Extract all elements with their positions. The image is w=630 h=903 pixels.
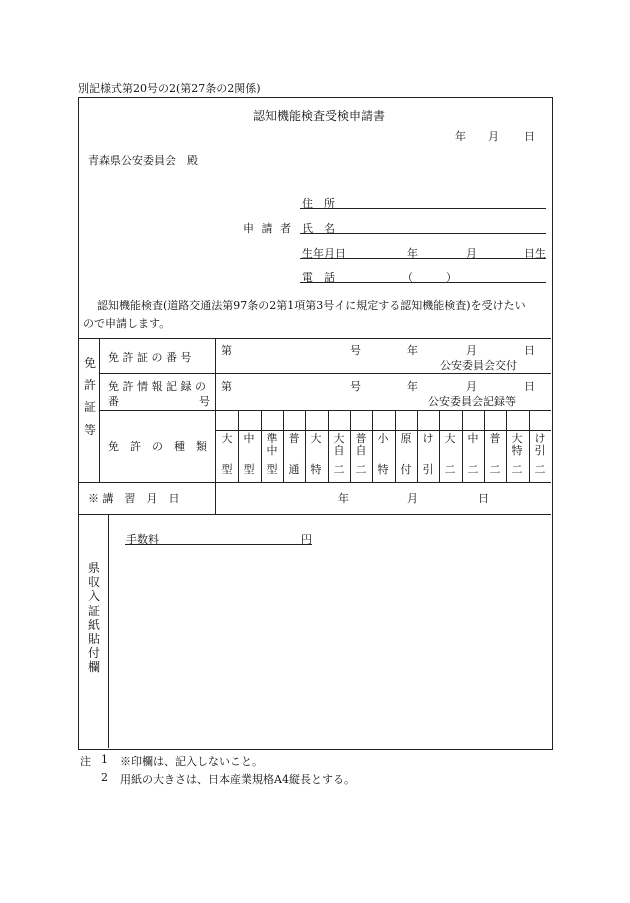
license-type-top: 大: [444, 432, 456, 445]
license-type-top: 普: [489, 432, 501, 445]
fee-label: 手数料: [126, 533, 159, 546]
license-type-cell[interactable]: [261, 433, 283, 476]
license-type-top: 大: [310, 432, 322, 445]
address-label: 住 所: [302, 197, 335, 210]
statement-line-2: ので申請します。: [83, 317, 171, 330]
license-type-cell[interactable]: [372, 433, 394, 476]
license-type-bottom: 二: [534, 463, 546, 477]
license-record-month: 月: [466, 380, 477, 393]
license-number-dai: 第: [221, 344, 232, 357]
license-type-cell[interactable]: [417, 433, 439, 476]
birth-year: 年: [407, 247, 418, 260]
license-type-top: 中: [243, 432, 255, 445]
license-type-top: 大: [221, 432, 233, 445]
license-type-top: 普 自: [355, 432, 367, 457]
license-type-bottom: 特: [310, 463, 322, 477]
license-type-top: け 引: [534, 432, 546, 457]
license-type-top: 中: [467, 432, 479, 445]
birth-day: 日生: [524, 247, 546, 260]
form-reference: 別記様式第20号の2(第27条の2関係): [78, 82, 261, 95]
name-label: 氏 名: [302, 222, 335, 235]
license-record-label-2b: 号: [199, 395, 210, 408]
birth-line[interactable]: [300, 258, 546, 259]
license-type-top: 大 特: [511, 432, 523, 457]
license-type-bottom: 二: [355, 463, 367, 477]
license-type-cell[interactable]: [238, 433, 260, 476]
license-type-cell[interactable]: [395, 433, 417, 476]
training-month: 月: [407, 492, 418, 505]
license-type-bottom: 通: [288, 463, 300, 477]
date-month: 月: [488, 130, 499, 143]
license-type-cell[interactable]: [328, 433, 350, 476]
license-type-cell[interactable]: [484, 433, 506, 476]
license-type-cell[interactable]: [462, 433, 484, 476]
license-type-bottom: 型: [221, 463, 233, 477]
license-record-go: 号: [350, 380, 361, 393]
license-type-bottom: 二: [467, 463, 479, 477]
training-day: 日: [478, 492, 489, 505]
license-type-top: 普: [288, 432, 300, 445]
date-year: 年: [455, 130, 466, 143]
license-type-bottom: 型: [266, 463, 278, 477]
license-type-top: 準 中: [266, 432, 278, 457]
training-year: 年: [338, 492, 349, 505]
license-type-top: け: [422, 432, 434, 445]
license-record-label-1: 免 許 情 報 記 録 の: [108, 380, 206, 393]
address-line[interactable]: [300, 208, 546, 209]
license-type-bottom: 特: [377, 463, 389, 477]
license-type-cell[interactable]: [439, 433, 461, 476]
birth-month: 月: [466, 247, 477, 260]
notes-prefix: 注: [80, 755, 91, 768]
name-line[interactable]: [300, 233, 546, 234]
license-section-label: 免 許 証 等: [83, 356, 96, 437]
license-type-top: 大 自: [333, 432, 345, 457]
license-type-bottom: 二: [511, 463, 523, 477]
fee-unit: 円: [301, 533, 312, 546]
license-type-bottom: 二: [489, 463, 501, 477]
license-record-issuer: 公安委員会記録等: [428, 395, 516, 408]
license-type-top: 小: [377, 432, 389, 445]
license-type-bottom: 二: [444, 463, 456, 477]
license-type-label: 免 許 の 種 類: [108, 440, 207, 453]
license-type-cell[interactable]: [216, 433, 238, 476]
license-type-cell[interactable]: [305, 433, 327, 476]
license-number-year: 年: [407, 344, 418, 357]
addressee: 青森県公安委員会 殿: [88, 154, 198, 167]
license-type-cell[interactable]: [350, 433, 372, 476]
license-number-issuer: 公安委員会交付: [440, 359, 517, 372]
license-number-month: 月: [466, 344, 477, 357]
license-type-bottom: 二: [333, 463, 345, 477]
license-type-cell[interactable]: [283, 433, 305, 476]
statement-line-1: 認知機能検査(道路交通法第97条の2第1項第3号イに規定する認知機能検査)を受けたい: [97, 299, 526, 312]
license-record-year: 年: [407, 380, 418, 393]
fee-line[interactable]: [125, 544, 312, 545]
license-record-label-2a: 番: [108, 395, 119, 408]
license-type-top: 原: [400, 432, 412, 445]
license-record-day: 日: [524, 380, 535, 393]
date-day: 日: [524, 130, 535, 143]
license-type-bottom: 付: [400, 463, 412, 477]
birth-label: 生年月日: [302, 247, 346, 260]
note-1-num: 1: [101, 753, 108, 766]
license-number-go: 号: [350, 344, 361, 357]
license-record-dai: 第: [221, 380, 232, 393]
license-number-label: 免 許 証 の 番 号: [108, 351, 192, 364]
license-number-day: 日: [524, 344, 535, 357]
note-2-text: 用紙の大きさは、日本産業規格A4縦長とする。: [120, 773, 355, 786]
phone-parens: （ ）: [402, 271, 457, 284]
license-type-bottom: 引: [422, 463, 434, 477]
license-type-cell[interactable]: [506, 433, 528, 476]
stamp-section-label: 県 収 入 証 紙 貼 付 欄: [87, 561, 100, 675]
note-1-text: ※印欄は、記入しないこと。: [120, 755, 263, 768]
form-title: 認知機能検査受検申請書: [253, 109, 386, 123]
training-label: ※ 講 習 月 日: [88, 492, 180, 505]
license-type-cell[interactable]: [529, 433, 551, 476]
applicant-label: 申 請 者: [243, 222, 293, 235]
phone-line[interactable]: [300, 282, 546, 283]
phone-label: 電 話: [302, 271, 335, 284]
note-2-num: 2: [101, 771, 108, 784]
license-type-bottom: 型: [243, 463, 255, 477]
